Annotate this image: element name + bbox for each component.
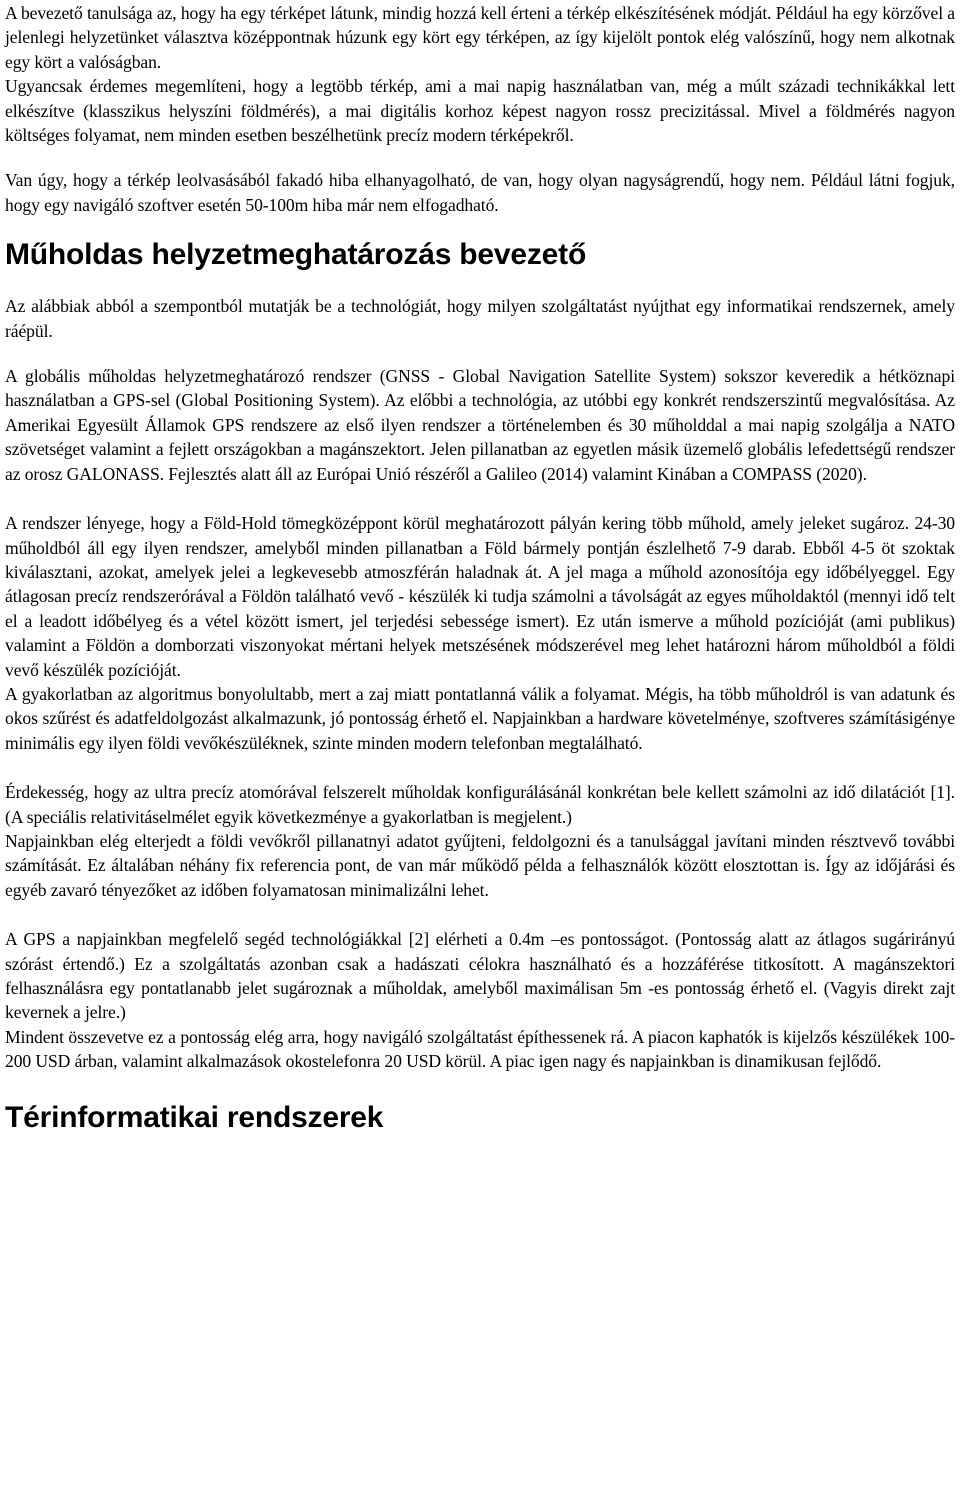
paragraph-algorithm-practice: A gyakorlatban az algoritmus bonyolultabb, mert a zaj miatt pontatlanná válik a folyamat. Mégis, ha több műholdról is van adatunk és okos szűrést és adatfeldolgozást alkalmazunk, jó pontosság érhető el. Napjainkban a hardware követelménye, szoftveres számításigénye minimális egy ilyen földi vevőkészüléknek, szinte minden modern telefonban megtalálható. [5,683,955,753]
paragraph-spacer [5,343,955,364]
paragraph-spacer [5,147,955,168]
paragraph-gps-accuracy: A GPS a napjainkban megfelelő segéd technológiákkal [2] elérheti a 0.4m –es pontosságot. (Pontosság alatt az átlagos sugárirányú szórást értendő.) Ez a szolgáltatás azonban csak a hadászati célokra használható és a hozzáférése titkosított. A magánszektori felhasználásra egy pontatlanabb jelet sugároznak a műholdak, amelyből maximálisan 5m -es pontosság érhető el. (Vagyis direkt zajt kevernek a jelre.) [5,929,955,1023]
section-heading-satellite-positioning: Műholdas helyzetmeghatározás bevezető [5,238,587,272]
paragraph-section-intro: Az alábbiak abból a szempontból mutatják be a technológiát, hogy milyen szolgáltatást nyújthat egy informatikai rendszernek, amely ráépül. [5,296,955,341]
document-page [5,0,955,1136]
paragraph-spacer [5,755,955,780]
paragraph-map-precision: Ugyancsak érdemes megemlíteni, hogy a legtöbb térkép, ami a mai napig használatban van, még a múlt századi technikákkal lett elkészítve (klasszikus helyszíni földmérés), a mai digitális korhoz képest nagyon rossz precizitással. Mivel a földmérés nagyon költséges folyamat, nem minden esetben beszélhetünk precíz modern térképekről. [5,76,955,146]
paragraph-system-essence: A rendszer lényege, hogy a Föld-Hold tömegközéppont körül meghatározott pályán kering több műhold, amely jeleket sugároz. 24-30 műholdból áll egy ilyen rendszer, amelyből minden pillanatban a Föld bármely pontján észlelhető 7-9 darab. Ebből 4-5 öt szoktak kiválasztani, azokat, amelyek jelei a legkevesebb atmoszférán haladnak át. A jel maga a műhold azonosítója egy időbélyeggel. Egy átlagosan precíz rendszerórával a Földön található vevő - készülék ki tudja számolni a távolságát az egyes műholdaktól (mennyi idő telt el a leadott időbélyeg és a vétel között ismert, jel terjedési sebessége ismert). Ez után ismerve a műhold pozícióját (ami publikus) valamint a Földön a domborzati viszonyokat mértani helyek metszésének módszerével meg lehet határozni három műholdból a földi vevő készülék pozícióját. [5,513,955,680]
paragraph-gnss-vs-gps: A globális műholdas helyzetmeghatározó rendszer (GNSS - Global Navigation Satellite System) sokszor keveredik a hétköznapi használatban a GPS-sel (Global Positioning System). Az előbbi a technológia, az utóbbi egy konkrét rendszerszintű megvalósítása. Az Amerikai Egyesült Államok GPS rendszere az első ilyen rendszer a történelemben és 30 műholddal a mai napig szolgálja a NATO szövetséget valamint a fejlett országokban a magánszektort. Jelen pillanatban az egyetlen másik üzemelő globális lefedettségű rendszer az orosz GALONASS. Fejlesztés alatt áll az Európai Unió részéről a Galileo (2014) valamint Kinában a COMPASS (2020). [5,366,955,484]
paragraph-reading-error: Van úgy, hogy a térkép leolvasásából fakadó hiba elhanyagolható, de van, hogy olyan nagyságrendű, hogy nem. Például látni fogjuk, hogy egy navigáló szoftver esetén 50-100m hiba már nem elfogadható. [5,170,955,215]
paragraph-summary-market: Mindent összevetve ez a pontosság elég arra, hogy navigáló szolgáltatást építhessenek rá. A piacon kaphatók is kijelzős készülékek 100-200 USD árban, valamint alkalmazások okostelefonra 20 USD körül. A piac igen nagy és napjainkban is dinamikusan fejlődő. [5,1026,955,1072]
paragraph-map-making-lesson: A bevezető tanulsága az, hogy ha egy térképet látunk, mindig hozzá kell érteni a térkép elkészítésének módját. Például ha egy körzővel a jelenlegi helyzetünket választva középpontnak húzunk egy kört egy térképen, az így kijelölt pontok elég valószínű, hogy nem alkotnak egy kört a valóságban. [5,3,955,72]
paragraph-spacer [5,902,955,927]
paragraph-reference-data: Napjainkban elég elterjedt a földi vevőkről pillanatnyi adatot gyűjteni, feldolgozni és a tanulsággal javítani minden résztvevő további számítását. Ez általában néhány fix referencia pont, de van már működő példa a felhasználók között elosztottan is. Így az időjárási és egyéb zavaró tényezőket az időben folyamatosan minimalizálni lehet. [5,830,955,900]
paragraph-time-dilation: Érdekesség, hogy az ultra precíz atomórával felszerelt műholdak konfigurálásánál konkrétan bele kellett számolni az idő dilatációt [1]. (A speciális relativitáselmélet egyik következménye a gyakorlatban is megjelent.) [5,782,955,827]
section-heading-gis: Térinformatikai rendszerek [5,1100,384,1134]
paragraph-spacer [5,486,955,511]
